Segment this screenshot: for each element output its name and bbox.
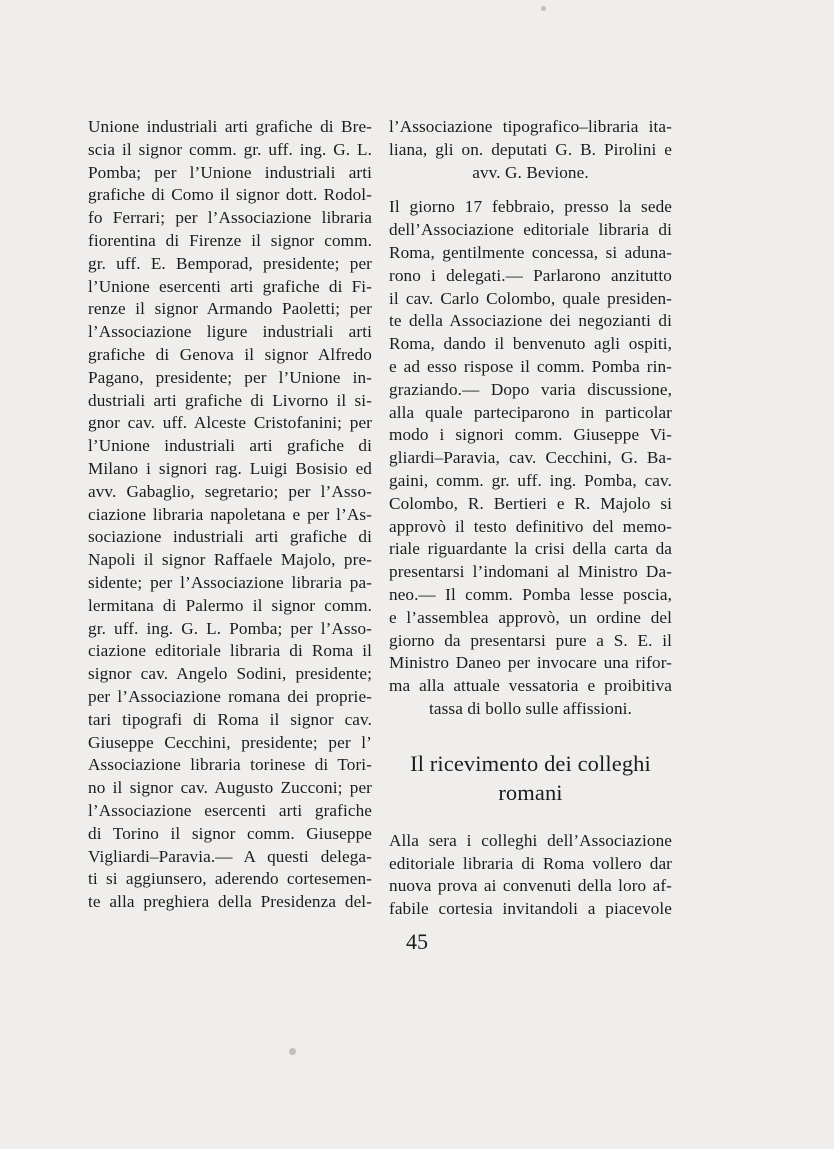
heading-gap-top: [389, 721, 672, 749]
text-line: rono i delegati.— Parlarono anzitutto: [389, 265, 672, 285]
text-line: di Torino il signor comm. Giuseppe: [88, 823, 372, 843]
text-line: fo Ferrari; per l’Associazione libraria: [88, 208, 372, 228]
text-line: gr. uff. ing. G. L. Pomba; per l’Asso-: [88, 618, 372, 638]
text-line: editoriale libraria di Roma vollero dar: [389, 853, 672, 873]
text-line: e ad esso rispose il comm. Pomba rin-: [389, 356, 672, 376]
right-column: [389, 116, 672, 921]
section-heading: [389, 749, 672, 807]
text-line: Roma, gentilmente concessa, si aduna-: [389, 242, 672, 262]
text-line: modo i signori comm. Giuseppe Vi-: [389, 425, 672, 445]
text-line: dell’Associazione editoriale libraria di: [389, 220, 672, 240]
heading-line: romani: [498, 779, 563, 805]
text-line: scia il signor comm. gr. uff. ing. G. L.: [88, 139, 372, 159]
text-line: tari tipografi di Roma il signor cav.: [88, 709, 372, 729]
text-line: giorno da presentarsi pure a S. E. il: [389, 630, 672, 650]
text-line: sociazione industriali arti grafiche di: [88, 527, 372, 547]
text-line: l’Unione esercenti arti grafiche di Fi-: [88, 276, 372, 296]
paragraph-gap: [389, 184, 672, 196]
text-line: te della Associazione dei negozianti di: [389, 311, 672, 331]
text-line: Roma, dando il benvenuto agli ospiti,: [389, 334, 672, 354]
text-line: alla quale parteciparono in particolar: [389, 402, 672, 422]
text-line: riale riguardante la crisi della carta da: [389, 539, 672, 559]
paragraph-meeting: [389, 196, 672, 720]
text-line: Milano i signori rag. Luigi Bosisio ed: [88, 458, 372, 478]
text-line: ma alla attuale vessatoria e proibitiva: [389, 676, 672, 696]
text-line: approvò il testo definitivo del memo-: [389, 516, 672, 536]
text-line: Unione industriali arti grafiche di Bre-: [88, 117, 372, 136]
text-line: l’Unione industriali arti grafiche di: [88, 436, 372, 456]
text-line: ciazione libraria napoletana e per l’As-: [88, 504, 372, 524]
text-line: signor cav. Angelo Sodini, presidente;: [88, 664, 372, 684]
text-line: no il signor cav. Augusto Zucconi; per: [88, 778, 372, 798]
text-line: gr. uff. E. Bemporad, presidente; per: [88, 253, 372, 273]
text-line: gaini, comm. gr. uff. ing. Pomba, cav.: [389, 470, 672, 490]
text-line: Il giorno 17 febbraio, presso la sede: [389, 197, 672, 217]
text-line: Pagano, presidente; per l’Unione in-: [88, 367, 372, 387]
text-line: presentarsi l’indomani al Ministro Da-: [389, 562, 672, 582]
heading-gap-bottom: [389, 807, 672, 830]
text-line: avv. Gabaglio, segretario; per l’Asso-: [88, 481, 372, 501]
text-line: grafiche di Como il signor dott. Rodol-: [88, 185, 372, 205]
paper-speck: [289, 1048, 296, 1055]
text-line: ti si aggiunsero, aderendo cortesemen-: [88, 869, 372, 889]
heading-line: Il ricevimento dei colleghi: [410, 750, 651, 776]
paper-speck: [541, 6, 546, 11]
text-line: gliardi–Paravia, cav. Cecchini, G. Ba-: [389, 448, 672, 468]
text-line: l’Associazione esercenti arti grafiche: [88, 800, 372, 820]
text-line: per l’Associazione romana dei proprie-: [88, 686, 372, 706]
text-line: dustriali arti grafiche di Livorno il si-: [88, 390, 372, 410]
text-line: l’Associazione ligure industriali arti: [88, 322, 372, 342]
text-line: e l’assemblea approvò, un ordine del: [389, 607, 672, 627]
text-line: renze il signor Armando Paoletti; per: [88, 299, 372, 319]
text-line: ciazione editoriale libraria di Roma il: [88, 641, 372, 661]
text-line: Alla sera i colleghi dell’Associazione: [389, 830, 672, 850]
text-line: Ministro Daneo per invocare una rifor-: [389, 653, 672, 673]
text-line: lermitana di Palermo il signor comm.: [88, 595, 372, 615]
text-line: fiorentina di Firenze il signor comm.: [88, 230, 372, 250]
text-line: gnor cav. uff. Alceste Cristofanini; per: [88, 413, 372, 433]
text-line: te alla preghiera della Presidenza del-: [88, 892, 372, 912]
text-line: sidente; per l’Associazione libraria pa-: [88, 572, 372, 592]
text-line: nuova prova ai convenuti della loro af-: [389, 876, 672, 896]
text-line: l’Associazione tipografico–libraria ita-: [389, 117, 672, 136]
text-line: Colombo, R. Bertieri e R. Majolo si: [389, 493, 672, 513]
text-line: liana, gli on. deputati G. B. Pirolini e: [389, 139, 672, 159]
text-line: Giuseppe Cecchini, presidente; per l’: [88, 732, 372, 752]
text-line: Pomba; per l’Unione industriali arti: [88, 162, 372, 182]
text-line: Vigliardi–Paravia.— A questi delega-: [88, 846, 372, 866]
text-line: Associazione libraria torinese di Tori-: [88, 755, 372, 775]
text-line: neo.— Il comm. Pomba lesse poscia,: [389, 584, 672, 604]
page-number: 45: [406, 929, 428, 954]
left-column: [88, 116, 372, 914]
paragraph-reception: [389, 830, 672, 921]
text-line: grafiche di Genova il signor Alfredo: [88, 344, 372, 364]
paragraph-continuation: [389, 116, 672, 184]
text-line: il cav. Carlo Colombo, quale presiden-: [389, 288, 672, 308]
text-line: Napoli il signor Raffaele Majolo, pre-: [88, 550, 372, 570]
text-line: avv. G. Bevione.: [472, 162, 589, 182]
text-line: tassa di bollo sulle affissioni.: [429, 698, 632, 718]
text-line: fabile cortesia invitandoli a piacevole: [389, 899, 672, 919]
text-line: graziando.— Dopo varia discussione,: [389, 379, 672, 399]
